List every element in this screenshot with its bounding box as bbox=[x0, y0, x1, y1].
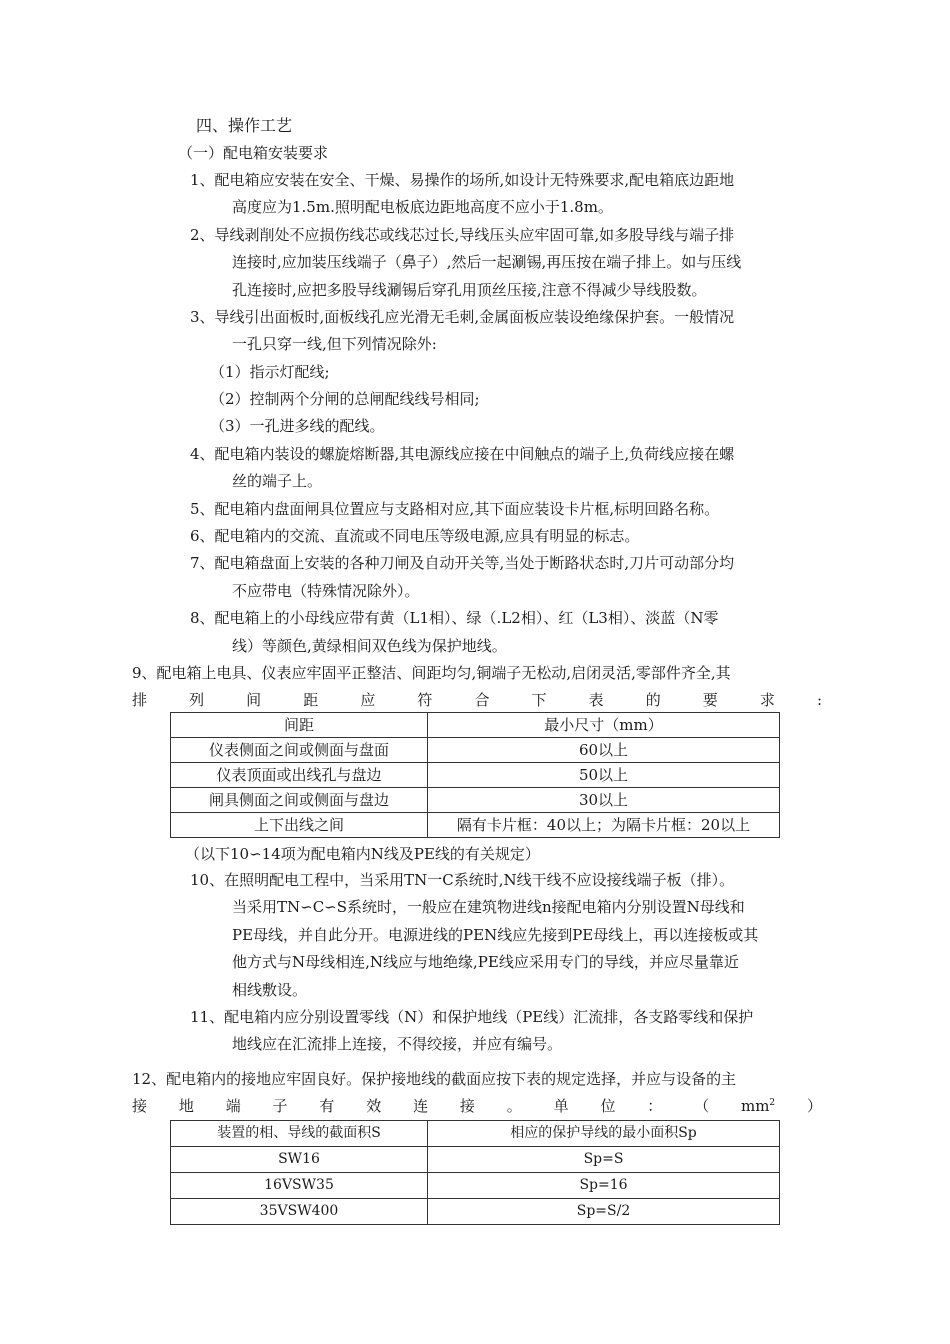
item-3-line-1: 3、导线引出面板时,面板线孔应光滑无毛刺,金属面板应装设绝缘保护套。一般情况 bbox=[190, 308, 735, 326]
unit-label bbox=[741, 1096, 775, 1116]
table-cell: 仪表侧面之间或侧面与盘面 bbox=[171, 738, 428, 763]
item-12-char: （ bbox=[694, 1097, 710, 1115]
item-10-line-1: 10、在照明配电工程中，当采用TN一C系统时,N线干线不应设接线端子板（排）。 bbox=[190, 871, 735, 889]
table-row bbox=[171, 1147, 780, 1173]
item-12-char: 效 bbox=[366, 1097, 382, 1115]
item-3-sub-2: （2）控制两个分闸的总闸配线线号相同; bbox=[210, 390, 480, 408]
item-12-char: 连 bbox=[413, 1097, 429, 1115]
item-9-char: : bbox=[816, 691, 822, 709]
table-cell: 隔有卡片框：40以上；为隔卡片框：20以上 bbox=[428, 813, 780, 838]
table-header-cell: 最小尺寸（mm） bbox=[428, 713, 780, 738]
item-10-line-3: PE母线，并自此分开。电源进线的PEN线应先接到PE母线上，再以连接板或其 bbox=[232, 926, 759, 944]
item-12-char: 端 bbox=[225, 1097, 241, 1115]
item-9-char: 要 bbox=[702, 691, 718, 709]
table-cell: 闸具侧面之间或侧面与盘边 bbox=[171, 788, 428, 813]
item-2-line-2: 连接时,应加装压线端子（鼻子）,然后一起涮锡,再压按在端子排上。如与压线 bbox=[232, 253, 742, 271]
spacing-table bbox=[170, 712, 780, 838]
note-line: （以下10∽14项为配电箱内N线及PE线的有关规定） bbox=[185, 845, 540, 863]
item-9-char: 列 bbox=[189, 691, 205, 709]
unit-superscript: 2 bbox=[769, 1098, 776, 1108]
item-8-line-1: 8、配电箱上的小母线应带有黄（L1相）、绿（.L2相）、红（L3相）、淡蓝（N零 bbox=[190, 609, 719, 627]
item-9-char: 求 bbox=[759, 691, 775, 709]
table-header-cell: 相应的保护导线的最小面积Sp bbox=[428, 1121, 780, 1147]
item-2-line-3: 孔连接时,应把多股导线涮锡后穿孔用顶丝压接,注意不得减少导线股数。 bbox=[232, 281, 707, 299]
table-header-row bbox=[171, 1121, 780, 1147]
item-9-char: 间 bbox=[246, 691, 262, 709]
item-12-line-2 bbox=[132, 1096, 822, 1116]
item-12-char: 有 bbox=[319, 1097, 335, 1115]
table-cell: 60以上 bbox=[428, 738, 780, 763]
item-4-line-1: 4、配电箱内装设的螺旋熔断器,其电源线应接在中间触点的端子上,负荷线应接在螺 bbox=[190, 445, 735, 463]
table-cell: Sp=S bbox=[428, 1147, 780, 1173]
item-12-char: 子 bbox=[272, 1097, 288, 1115]
section-heading: 四、操作工艺 bbox=[196, 116, 293, 135]
item-10-line-2: 当采用TN∽C∽S系统时，一般应在建筑物进线n接配电箱内分别设置N母线和 bbox=[232, 898, 745, 916]
item-9-line-1: 9、配电箱上电具、仪表应牢固平正整洁、间距均匀,铜端子无松动,启闭灵活,零部件齐全,其 bbox=[132, 664, 731, 682]
table-cell: 16VSW35 bbox=[171, 1173, 428, 1199]
item-12-char: ） bbox=[806, 1097, 822, 1115]
item-1-line-1: 1、配电箱应安装在安全、干燥、易操作的场所,如设计无特殊要求,配电箱底边距地 bbox=[190, 171, 735, 189]
item-7-line-1: 7、配电箱盘面上安装的各种刀闸及自动开关等,当处于断路状态时,刀片可动部分均 bbox=[190, 554, 735, 572]
item-9-char: 的 bbox=[645, 691, 661, 709]
unit-text: mm bbox=[740, 1097, 770, 1115]
item-9-char: 距 bbox=[303, 691, 319, 709]
table-cell: Sp=16 bbox=[428, 1173, 780, 1199]
table-row bbox=[171, 738, 780, 763]
table-cell: SW16 bbox=[171, 1147, 428, 1173]
item-9-line-2 bbox=[132, 690, 822, 710]
item-12-line-1: 12、配电箱内的接地应牢固良好。保护接地线的截面应按下表的规定选择，并应与设备的主 bbox=[132, 1070, 737, 1088]
item-5: 5、配电箱内盘面闸具位置应与支路相对应,其下面应装设卡片框,标明回路名称。 bbox=[190, 500, 720, 518]
item-7-line-2: 不应带电（特殊情况除外）。 bbox=[232, 582, 420, 600]
table-row bbox=[171, 813, 780, 838]
item-9-char: 合 bbox=[474, 691, 490, 709]
item-12-char: 单 bbox=[553, 1097, 569, 1115]
item-10-line-4: 他方式与N母线相连,N线应与地绝缘,PE线应采用专门的导线，并应尽量靠近 bbox=[232, 953, 739, 971]
item-6: 6、配电箱内的交流、直流或不同电压等级电源,应具有明显的标志。 bbox=[190, 527, 640, 545]
item-11-line-1: 11、配电箱内应分别设置零线（N）和保护地线（PE线）汇流排，各支路零线和保护 bbox=[190, 1008, 754, 1026]
table-row bbox=[171, 1173, 780, 1199]
item-10-line-5: 相线敷设。 bbox=[232, 981, 308, 999]
table-row bbox=[171, 788, 780, 813]
table-row bbox=[171, 1199, 780, 1225]
item-9-char: 排 bbox=[132, 691, 148, 709]
table-header-cell: 间距 bbox=[171, 713, 428, 738]
item-3-sub-3: （3）一孔进多线的配线。 bbox=[210, 417, 385, 435]
item-12-char: 接 bbox=[132, 1097, 148, 1115]
item-12-char: 位 bbox=[600, 1097, 616, 1115]
item-12-char: 接 bbox=[459, 1097, 475, 1115]
protective-conductor-table bbox=[170, 1120, 780, 1225]
table-cell: 上下出线之间 bbox=[171, 813, 428, 838]
item-3-line-2: 一孔只穿一线,但下列情况除外: bbox=[232, 335, 437, 353]
item-4-line-2: 丝的端子上。 bbox=[232, 472, 323, 490]
item-2-line-1: 2、导线剥削处不应损伤线芯或线芯过长,导线压头应牢固可靠,如多股导线与端子排 bbox=[190, 226, 735, 244]
item-9-char: 符 bbox=[417, 691, 433, 709]
item-8-line-2: 线）等颜色,黄绿相间双色线为保护地线。 bbox=[232, 637, 507, 655]
item-9-char: 应 bbox=[360, 691, 376, 709]
table-cell: 50以上 bbox=[428, 763, 780, 788]
table-cell: 30以上 bbox=[428, 788, 780, 813]
item-9-char: 下 bbox=[531, 691, 547, 709]
table-header-cell: 装置的相、导线的截面积S bbox=[171, 1121, 428, 1147]
item-12-char: 地 bbox=[178, 1097, 194, 1115]
subsection-heading: （一）配电箱安装要求 bbox=[178, 144, 329, 162]
item-9-char: 表 bbox=[588, 691, 604, 709]
item-12-char: 。 bbox=[506, 1097, 522, 1115]
table-cell: 仪表顶面或出线孔与盘边 bbox=[171, 763, 428, 788]
table-row bbox=[171, 763, 780, 788]
item-11-line-2: 地线应在汇流排上连接，不得绞接，并应有编号。 bbox=[232, 1035, 563, 1053]
item-1-line-2: 高度应为1.5m.照明配电板底边距地高度不应小于1.8m。 bbox=[232, 198, 613, 216]
item-3-sub-1: （1）指示灯配线; bbox=[210, 363, 330, 381]
table-header-row bbox=[171, 713, 780, 738]
item-12-char: ： bbox=[647, 1097, 663, 1115]
table-cell: Sp=S/2 bbox=[428, 1199, 780, 1225]
table-cell: 35VSW400 bbox=[171, 1199, 428, 1225]
